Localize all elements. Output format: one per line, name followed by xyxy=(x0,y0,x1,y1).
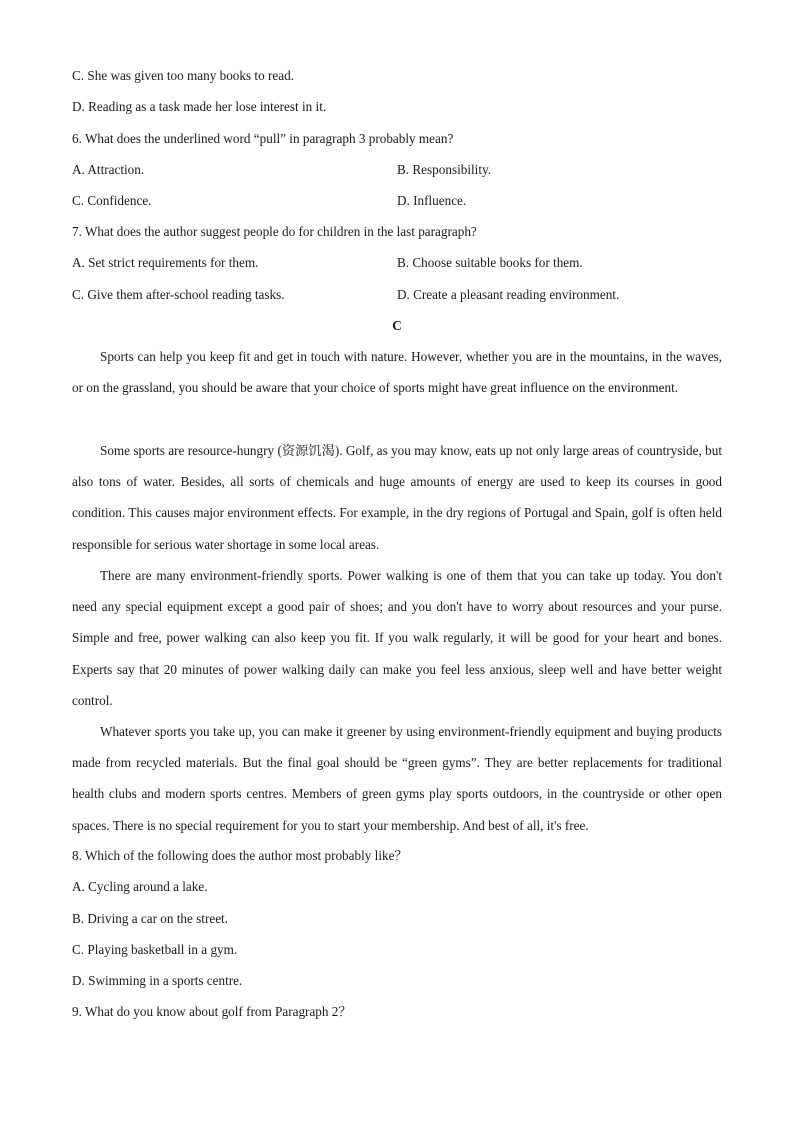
q7-option-a: A. Set strict requirements for them. xyxy=(72,255,259,270)
q8-option-c: C. Playing basketball in a gym. xyxy=(72,942,238,957)
passage-paragraph-4: Whatever sports you take up, you can make it greener by using environment-friendly equipment and buying products made from recycled materials. But the final goal should be “green gyms”. They are better replacements for traditional health clubs and modern sports centres. Members of green gyms play sports outdoors, in the countryside or other open spaces. There is no special requirement for you to start your membership. And best of all, it's free. xyxy=(72,724,722,833)
passage-title: C xyxy=(392,318,402,333)
q6-option-d: D. Influence. xyxy=(397,193,467,208)
q8-option-b: B. Driving a car on the street. xyxy=(72,911,229,926)
q6-option-a: A. Attraction. xyxy=(72,162,145,177)
q7-option-c: C. Give them after-school reading tasks. xyxy=(72,287,285,302)
q8-question: 8. Which of the following does the author most probably like？ xyxy=(72,848,408,863)
q6-option-c: C. Confidence. xyxy=(72,193,152,208)
q8-option-a: A. Cycling around a lake. xyxy=(72,879,208,894)
q7-option-b: B. Choose suitable books for them. xyxy=(397,255,583,270)
q7-question: 7. What does the author suggest people do for children in the last paragraph? xyxy=(72,224,477,239)
passage-paragraph-1: Sports can help you keep fit and get in touch with nature. However, whether you are in the mountains, in the waves, or on the grassland, you should be aware that your choice of sports might have great influence on the environment. xyxy=(72,349,722,396)
q5-option-d: D. Reading as a task made her lose interest in it. xyxy=(72,99,327,114)
passage-paragraph-2: Some sports are resource-hungry (资源饥渴). Golf, as you may know, eats up not only large areas of countryside, but also tons of water. Besides, all sorts of chemicals and huge amounts of energy are used to keep its courses in good condition. This causes major environment effects. For example, in the dry regions of Portugal and Spain, golf is often held responsible for serious water shortage in some local areas. xyxy=(72,443,722,552)
q9-question: 9. What do you know about golf from Paragraph 2？ xyxy=(72,1004,352,1019)
q6-question: 6. What does the underlined word “pull” in paragraph 3 probably mean? xyxy=(72,131,454,146)
passage-paragraph-3: There are many environment-friendly sports. Power walking is one of them that you can take up today. You don't need any special equipment except a good pair of shoes; and you don't have to worry about resources and your purse. Simple and free, power walking can also keep you fit. If you walk regularly, it will be good for your heart and bones. Experts say that 20 minutes of power walking daily can make you feel less anxious, sleep well and have better weight control. xyxy=(72,568,722,708)
q5-option-c: C. She was given too many books to read. xyxy=(72,68,294,83)
q6-option-b: B. Responsibility. xyxy=(397,162,492,177)
q7-option-d: D. Create a pleasant reading environment. xyxy=(397,287,620,302)
q8-option-d: D. Swimming in a sports centre. xyxy=(72,973,243,988)
